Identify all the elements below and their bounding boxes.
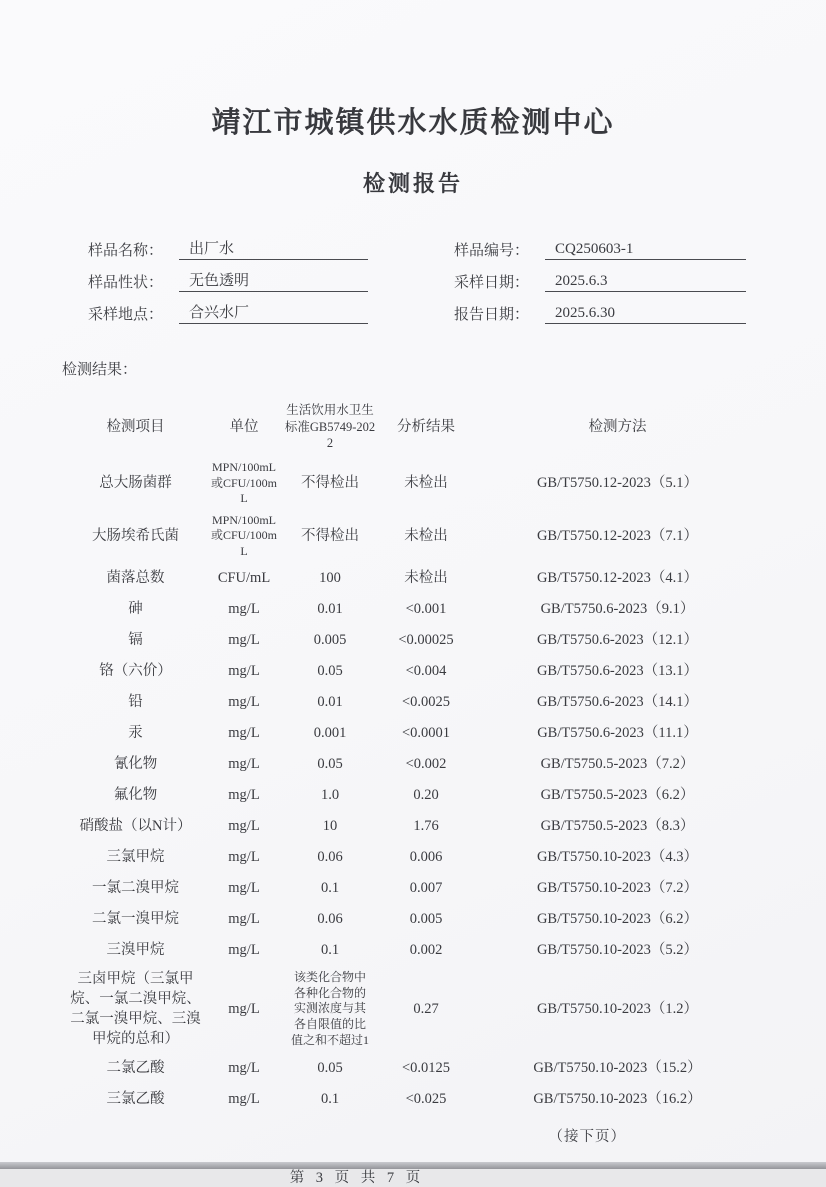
cell-item: 三氯甲烷 — [106, 848, 165, 865]
report-subtitle: 检测报告 — [362, 171, 463, 196]
sampling-site-value: 合兴水厂 — [179, 301, 368, 324]
table-row — [63, 780, 763, 811]
sample-number-label: 样品编号： — [454, 243, 530, 259]
cell-method: GB/T5750.10-2023（6.2） — [536, 910, 699, 927]
cell-method: GB/T5750.6-2023（12.1） — [536, 631, 699, 648]
report-date-value: 2025.6.30 — [545, 305, 746, 324]
table-row — [63, 510, 763, 563]
cell-result: 0.002 — [409, 941, 443, 958]
cell-method: GB/T5750.10-2023（4.3） — [536, 848, 699, 865]
results-label: 检测结果： — [62, 362, 138, 378]
cell-unit: mg/L — [228, 631, 260, 648]
cell-standard: 0.01 — [317, 693, 343, 710]
table-row — [63, 1053, 763, 1084]
cell-standard: 0.005 — [313, 631, 347, 648]
cell-unit: mg/L — [228, 879, 260, 896]
cell-item: 二氯乙酸 — [106, 1060, 165, 1077]
cell-standard: 1.0 — [320, 786, 340, 803]
continuation-note: （接下页） — [548, 1128, 626, 1145]
cell-standard: 0.05 — [317, 1060, 343, 1077]
table-row — [63, 718, 763, 749]
cell-method: GB/T5750.10-2023（1.2） — [536, 1001, 699, 1017]
cell-result: <0.0001 — [401, 724, 451, 741]
sampling-date-row — [454, 270, 746, 292]
table-row — [63, 749, 763, 780]
cell-method: GB/T5750.12-2023（7.1） — [536, 528, 699, 545]
table-header-row — [63, 397, 763, 457]
cell-unit: mg/L — [228, 1060, 260, 1077]
cell-unit: MPN/100mL或CFU/100mL — [210, 460, 277, 506]
cell-standard: 0.06 — [317, 848, 343, 865]
report-date-row — [454, 302, 746, 324]
cell-method: GB/T5750.10-2023（15.2） — [533, 1060, 702, 1077]
cell-standard: 100 — [319, 569, 341, 586]
report-date-label: 报告日期： — [454, 307, 530, 323]
sample-number-value: CQ250603-1 — [545, 241, 746, 260]
cell-standard: 0.1 — [320, 879, 340, 896]
table-row — [63, 904, 763, 935]
cell-method: GB/T5750.10-2023（7.2） — [536, 879, 699, 896]
cell-result: 未检出 — [404, 528, 448, 545]
cell-method: GB/T5750.10-2023（16.2） — [533, 1091, 702, 1108]
header-unit: 单位 — [229, 418, 259, 435]
cell-unit: CFU/mL — [217, 569, 271, 586]
cell-unit: mg/L — [228, 848, 260, 865]
cell-item: 砷 — [128, 600, 143, 617]
cell-unit: mg/L — [228, 724, 260, 741]
cell-unit: mg/L — [228, 817, 260, 834]
table-row — [63, 811, 763, 842]
cell-unit: mg/L — [228, 1001, 260, 1017]
cell-result: <0.0025 — [401, 693, 451, 710]
cell-result: <0.004 — [405, 662, 447, 679]
cell-method: GB/T5750.5-2023（7.2） — [540, 755, 695, 772]
cell-standard: 0.01 — [317, 600, 343, 617]
header-result: 分析结果 — [397, 418, 455, 435]
cell-result: 0.27 — [413, 1001, 439, 1017]
table-row — [63, 1084, 763, 1115]
cell-result: 0.007 — [409, 879, 443, 896]
cell-standard: 0.1 — [320, 1091, 340, 1108]
sampling-site-row — [88, 302, 368, 324]
cell-item: 总大肠菌群 — [99, 475, 172, 492]
cell-unit: mg/L — [228, 755, 260, 772]
cell-standard: 0.05 — [317, 755, 343, 772]
sample-name-value: 出厂水 — [179, 237, 368, 260]
cell-standard: 该类化合物中各种化合物的实测浓度与其各自限值的比值之和不超过1 — [290, 970, 369, 1047]
cell-result: 0.20 — [413, 786, 439, 803]
sample-name-row — [88, 238, 368, 260]
cell-item: 铬（六价） — [99, 662, 172, 679]
header-standard: 生活饮用水卫生标准GB5749-2022 — [284, 402, 376, 451]
cell-item: 汞 — [128, 724, 143, 741]
cell-item: 硝酸盐（以N计） — [79, 817, 192, 834]
cell-method: GB/T5750.6-2023（13.1） — [536, 662, 699, 679]
cell-standard: 0.1 — [320, 941, 340, 958]
cell-method: GB/T5750.12-2023（4.1） — [536, 569, 699, 586]
cell-unit: mg/L — [228, 693, 260, 710]
results-table — [63, 397, 763, 1115]
sampling-site-label: 采样地点： — [88, 307, 164, 323]
cell-result: <0.001 — [405, 600, 447, 617]
table-row — [63, 457, 763, 510]
cell-standard: 0.06 — [317, 910, 343, 927]
cell-result: <0.00025 — [398, 631, 454, 648]
cell-unit: mg/L — [228, 910, 260, 927]
cell-item: 三溴甲烷 — [106, 941, 165, 958]
cell-item: 三卤甲烷（三氯甲烷、一氯二溴甲烷、二氯一溴甲烷、三溴甲烷的总和） — [70, 970, 201, 1048]
sample-name-label: 样品名称： — [88, 243, 164, 259]
cell-result: 0.006 — [409, 848, 443, 865]
table-row — [63, 563, 763, 594]
cell-method: GB/T5750.10-2023（5.2） — [536, 941, 699, 958]
cell-method: GB/T5750.5-2023（8.3） — [540, 817, 695, 834]
sample-info — [88, 238, 826, 324]
cell-item: 菌落总数 — [106, 569, 165, 586]
page-footer: 第 3 页 共 7 页 — [289, 1169, 425, 1186]
cell-unit: MPN/100mL或CFU/100mL — [210, 512, 277, 558]
sampling-date-value: 2025.6.3 — [545, 273, 746, 292]
table-row — [63, 935, 763, 966]
header-method: 检测方法 — [588, 418, 647, 435]
table-row — [63, 966, 763, 1053]
cell-item: 镉 — [128, 631, 143, 648]
table-row — [63, 873, 763, 904]
cell-result: <0.0125 — [401, 1060, 451, 1077]
cell-method: GB/T5750.6-2023（11.1） — [537, 724, 698, 741]
scan-edge-shadow — [0, 1162, 826, 1169]
cell-result: 0.005 — [409, 910, 443, 927]
cell-result: <0.002 — [405, 755, 447, 772]
cell-item: 氰化物 — [113, 755, 158, 772]
table-row — [63, 842, 763, 873]
table-row — [63, 687, 763, 718]
cell-standard: 0.05 — [317, 662, 343, 679]
header-item: 检测项目 — [106, 418, 165, 435]
cell-method: GB/T5750.5-2023（6.2） — [540, 786, 695, 803]
cell-standard: 0.001 — [313, 724, 347, 741]
cell-item: 二氯一溴甲烷 — [92, 910, 179, 927]
cell-item: 铅 — [128, 693, 143, 710]
sampling-date-label: 采样日期： — [454, 275, 530, 291]
sample-character-value: 无色透明 — [179, 269, 368, 292]
cell-standard: 不得检出 — [301, 475, 359, 492]
table-row — [63, 594, 763, 625]
cell-item: 一氯二溴甲烷 — [92, 879, 179, 896]
cell-item: 大肠埃希氏菌 — [92, 528, 179, 545]
report-title: 靖江市城镇供水水质检测中心 — [211, 107, 615, 139]
sample-character-label: 样品性状： — [88, 275, 164, 291]
cell-result: 未检出 — [404, 475, 448, 492]
cell-unit: mg/L — [228, 786, 260, 803]
table-row — [63, 656, 763, 687]
cell-result: 未检出 — [404, 569, 448, 586]
cell-result: 1.76 — [413, 817, 439, 834]
cell-unit: mg/L — [228, 600, 260, 617]
table-row — [63, 625, 763, 656]
cell-method: GB/T5750.12-2023（5.1） — [536, 475, 699, 492]
cell-unit: mg/L — [228, 941, 260, 958]
cell-standard: 10 — [322, 817, 338, 834]
cell-item: 三氯乙酸 — [106, 1091, 165, 1108]
cell-method: GB/T5750.6-2023（9.1） — [540, 600, 695, 617]
cell-unit: mg/L — [228, 662, 260, 679]
cell-result: <0.025 — [405, 1091, 447, 1108]
sample-number-row — [454, 238, 746, 260]
cell-unit: mg/L — [228, 1091, 260, 1108]
sample-character-row — [88, 270, 368, 292]
cell-method: GB/T5750.6-2023（14.1） — [536, 693, 699, 710]
cell-standard: 不得检出 — [301, 528, 359, 545]
cell-item: 氟化物 — [113, 786, 158, 803]
